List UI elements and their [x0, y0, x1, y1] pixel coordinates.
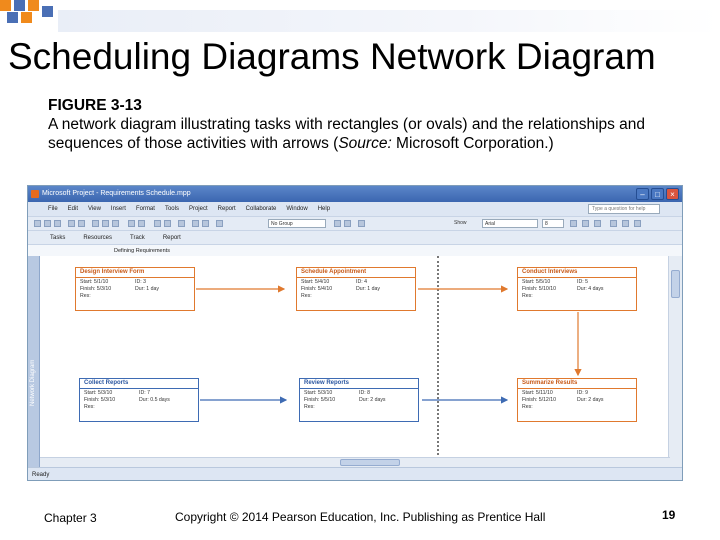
horizontal-scroll-thumb[interactable]: [340, 459, 400, 466]
status-bar: Ready: [28, 467, 682, 481]
open-icon[interactable]: [44, 220, 51, 227]
menu-bar: [28, 202, 682, 216]
menu-format[interactable]: Format: [135, 206, 155, 212]
task-resources: Res:: [84, 403, 95, 410]
task-finish: Finish: 5/5/10: [304, 396, 336, 403]
font-size-select[interactable]: 8: [542, 219, 564, 228]
guide-tasks[interactable]: Tasks: [50, 235, 66, 241]
task-start: Start: 5/1/10: [80, 278, 109, 285]
notes-icon[interactable]: [202, 220, 209, 227]
task-id: ID: 5: [577, 278, 588, 285]
figure-caption: [48, 96, 648, 153]
figure-caption-text: A network diagram illustrating tasks with rectangles (or ovals) and the relationships and sequences of those activities with arrows (: [48, 116, 646, 152]
header-band: [58, 10, 720, 32]
window-controls: [636, 188, 679, 200]
menu-view[interactable]: View: [88, 206, 101, 212]
network-diagram-canvas: [40, 256, 668, 467]
task-node[interactable]: [517, 378, 637, 422]
task-node[interactable]: [75, 267, 195, 311]
task-id: ID: 9: [577, 389, 588, 396]
task-duration: Dur: 2 days: [577, 396, 604, 403]
task-duration: Dur: 0.5 days: [139, 396, 170, 403]
task-start: Start: 5/3/10: [84, 389, 113, 396]
align-center-icon[interactable]: [622, 220, 629, 227]
ask-question-input[interactable]: Type a question for help: [588, 204, 660, 214]
task-resources: Res:: [301, 292, 312, 299]
undo-icon[interactable]: [128, 220, 135, 227]
task-resources: Res:: [522, 292, 533, 299]
task-finish: Finish: 5/3/10: [80, 285, 112, 292]
task-finish: Finish: 5/3/10: [84, 396, 116, 403]
menu-edit[interactable]: Edit: [67, 206, 79, 212]
link-icon[interactable]: [154, 220, 161, 227]
view-bar: [28, 256, 40, 467]
preview-icon[interactable]: [78, 220, 85, 227]
save-icon[interactable]: [54, 220, 61, 227]
task-duration: Dur: 4 days: [577, 285, 604, 292]
task-node[interactable]: [299, 378, 419, 422]
print-icon[interactable]: [68, 220, 75, 227]
figure-source-text: Microsoft Corporation.): [391, 135, 554, 152]
task-info-icon[interactable]: [192, 220, 199, 227]
page-number: 19: [662, 508, 676, 522]
font-select[interactable]: Arial: [482, 219, 538, 228]
group-select[interactable]: No Group: [268, 219, 326, 228]
menu-tools[interactable]: Tools: [164, 206, 179, 212]
cut-icon[interactable]: [92, 220, 99, 227]
close-icon[interactable]: ×: [666, 188, 679, 200]
menu-report[interactable]: Report: [217, 206, 236, 212]
view-bar-label: Network Diagram: [30, 359, 36, 406]
window-titlebar: [28, 186, 682, 202]
horizontal-scrollbar[interactable]: [40, 457, 670, 467]
task-duration: Dur: 1 day: [135, 285, 159, 292]
redo-icon[interactable]: [138, 220, 145, 227]
task-resources: Res:: [304, 403, 315, 410]
paste-icon[interactable]: [112, 220, 119, 227]
guide-track[interactable]: Track: [130, 235, 145, 241]
menu-collaborate[interactable]: Collaborate: [245, 206, 277, 212]
menu-project[interactable]: Project: [188, 206, 208, 212]
align-left-icon[interactable]: [610, 220, 617, 227]
task-resources: Res:: [80, 292, 91, 299]
task-start: Start: 5/11/10: [522, 389, 553, 396]
menu-file[interactable]: File: [48, 206, 58, 212]
task-name: Review Reports: [300, 379, 418, 389]
task-start: Start: 5/4/10: [301, 278, 330, 285]
task-id: ID: 7: [139, 389, 150, 396]
guide-report[interactable]: Report: [162, 235, 181, 241]
project-app-icon: [31, 190, 39, 198]
task-finish: Finish: 5/10/10: [522, 285, 557, 292]
footer-chapter: Chapter 3: [44, 511, 97, 525]
task-id: ID: 8: [359, 389, 370, 396]
maximize-icon[interactable]: □: [651, 188, 664, 200]
task-node[interactable]: [79, 378, 199, 422]
footer-copyright: Copyright © 2014 Pearson Education, Inc. Publishing as Prentice Hall: [175, 510, 546, 524]
task-start: Start: 5/5/10: [522, 278, 551, 285]
task-finish: Finish: 5/4/10: [301, 285, 333, 292]
corner-decoration: [0, 0, 60, 24]
menu-window[interactable]: Window: [286, 206, 308, 212]
task-node[interactable]: [517, 267, 637, 311]
figure-label: FIGURE 3-13: [48, 97, 142, 114]
task-resources: Res:: [522, 403, 533, 410]
task-name: Collect Reports: [80, 379, 198, 389]
window-title: Microsoft Project - Requirements Schedule.mpp: [42, 190, 191, 197]
minimize-icon[interactable]: –: [636, 188, 649, 200]
new-icon[interactable]: [34, 220, 41, 227]
vertical-scrollbar[interactable]: [668, 256, 682, 467]
task-start: Start: 5/3/10: [304, 389, 333, 396]
split-icon[interactable]: [178, 220, 185, 227]
menu-help[interactable]: Help: [317, 206, 331, 212]
show-menu[interactable]: Show: [454, 220, 467, 226]
bold-icon[interactable]: [570, 220, 577, 227]
align-right-icon[interactable]: [634, 220, 641, 227]
assign-resources-icon[interactable]: [216, 220, 223, 227]
task-duration: Dur: 1 day: [356, 285, 380, 292]
task-id: ID: 4: [356, 278, 367, 285]
task-name: Schedule Appointment: [297, 268, 415, 278]
zoom-in-icon[interactable]: [334, 220, 341, 227]
guide-resources[interactable]: Resources: [83, 235, 113, 241]
unlink-icon[interactable]: [164, 220, 171, 227]
task-finish: Finish: 5/12/10: [522, 396, 557, 403]
scroll-to-task-icon[interactable]: [358, 220, 365, 227]
task-id: ID: 3: [135, 278, 146, 285]
task-name: Conduct Interviews: [518, 268, 636, 278]
entry-bar[interactable]: Defining Requirements: [28, 244, 682, 256]
zoom-out-icon[interactable]: [344, 220, 351, 227]
underline-icon[interactable]: [594, 220, 601, 227]
task-name: Design Interview Form: [76, 268, 194, 278]
vertical-scroll-thumb[interactable]: [671, 270, 680, 298]
task-duration: Dur: 2 days: [359, 396, 386, 403]
italic-icon[interactable]: [582, 220, 589, 227]
task-node[interactable]: [296, 267, 416, 311]
task-name: Summarize Results: [518, 379, 636, 389]
project-guide-toolbar: [28, 230, 682, 244]
figure-source-label: Source:: [338, 135, 392, 152]
slide-title: Scheduling Diagrams Network Diagram: [8, 36, 656, 77]
menu-insert[interactable]: Insert: [110, 206, 126, 212]
copy-icon[interactable]: [102, 220, 109, 227]
project-window: [27, 185, 683, 481]
